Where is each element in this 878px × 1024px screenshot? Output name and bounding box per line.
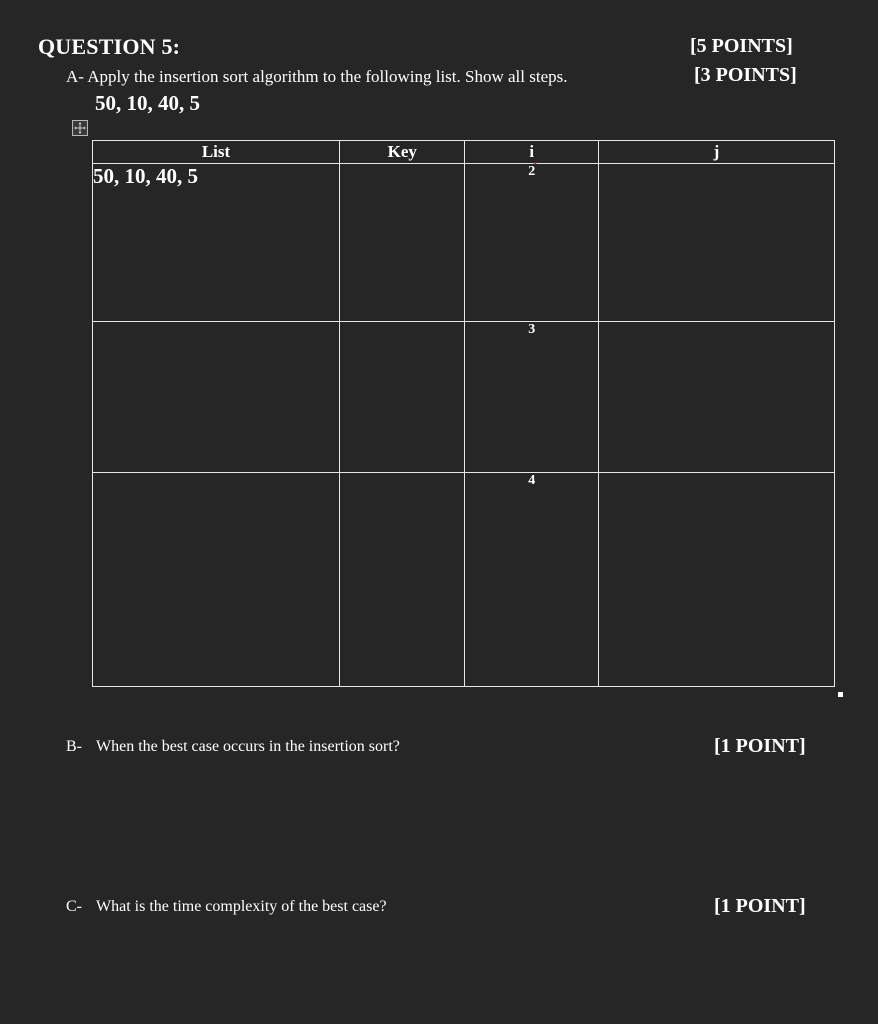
part-c-label: C- xyxy=(66,898,82,915)
cell-list[interactable]: 50, 10, 40, 5 xyxy=(93,164,340,322)
cell-list[interactable] xyxy=(93,473,340,687)
question-points: [5 POINTS] xyxy=(690,35,793,57)
table-header-row xyxy=(93,141,835,164)
cell-i[interactable]: 2 xyxy=(465,164,599,322)
part-a-label: A- xyxy=(66,67,84,86)
part-b-text: When the best case occurs in the insertion sort? xyxy=(96,738,400,755)
header-i-text: i xyxy=(529,142,535,161)
part-c-points: [1 POINT] xyxy=(714,895,806,917)
cell-j[interactable] xyxy=(599,164,835,322)
table-row xyxy=(93,322,835,473)
cell-j[interactable] xyxy=(599,473,835,687)
question-title: QUESTION 5: xyxy=(38,34,181,59)
cell-key[interactable] xyxy=(339,322,465,473)
table-move-handle-icon[interactable] xyxy=(72,120,88,136)
header-key: Key xyxy=(339,141,465,164)
header-i xyxy=(465,141,599,164)
table-row xyxy=(93,473,835,687)
part-a-prompt xyxy=(66,67,567,87)
part-c-text: What is the time complexity of the best case? xyxy=(96,898,387,915)
part-a-points: [3 POINTS] xyxy=(694,64,797,86)
cell-key[interactable] xyxy=(339,473,465,687)
cell-j[interactable] xyxy=(599,322,835,473)
part-b-points: [1 POINT] xyxy=(714,735,806,757)
cell-i[interactable]: 4 xyxy=(465,473,599,687)
cell-list[interactable] xyxy=(93,322,340,473)
insertion-sort-table xyxy=(92,140,835,687)
header-list: List xyxy=(93,141,340,164)
part-a-text: Apply the insertion sort algorithm to the following list. Show all steps. xyxy=(87,67,568,86)
header-j: j xyxy=(599,141,835,164)
given-list: 50, 10, 40, 5 xyxy=(95,91,200,115)
part-b-label: B- xyxy=(66,738,82,755)
cell-key[interactable] xyxy=(339,164,465,322)
part-b-prompt xyxy=(66,738,400,756)
table-resize-handle[interactable] xyxy=(838,692,843,697)
part-c-prompt xyxy=(66,898,387,916)
spellcheck-mark-icon: ˷ xyxy=(533,154,537,165)
table-row xyxy=(93,164,835,322)
cell-i[interactable]: 3 xyxy=(465,322,599,473)
